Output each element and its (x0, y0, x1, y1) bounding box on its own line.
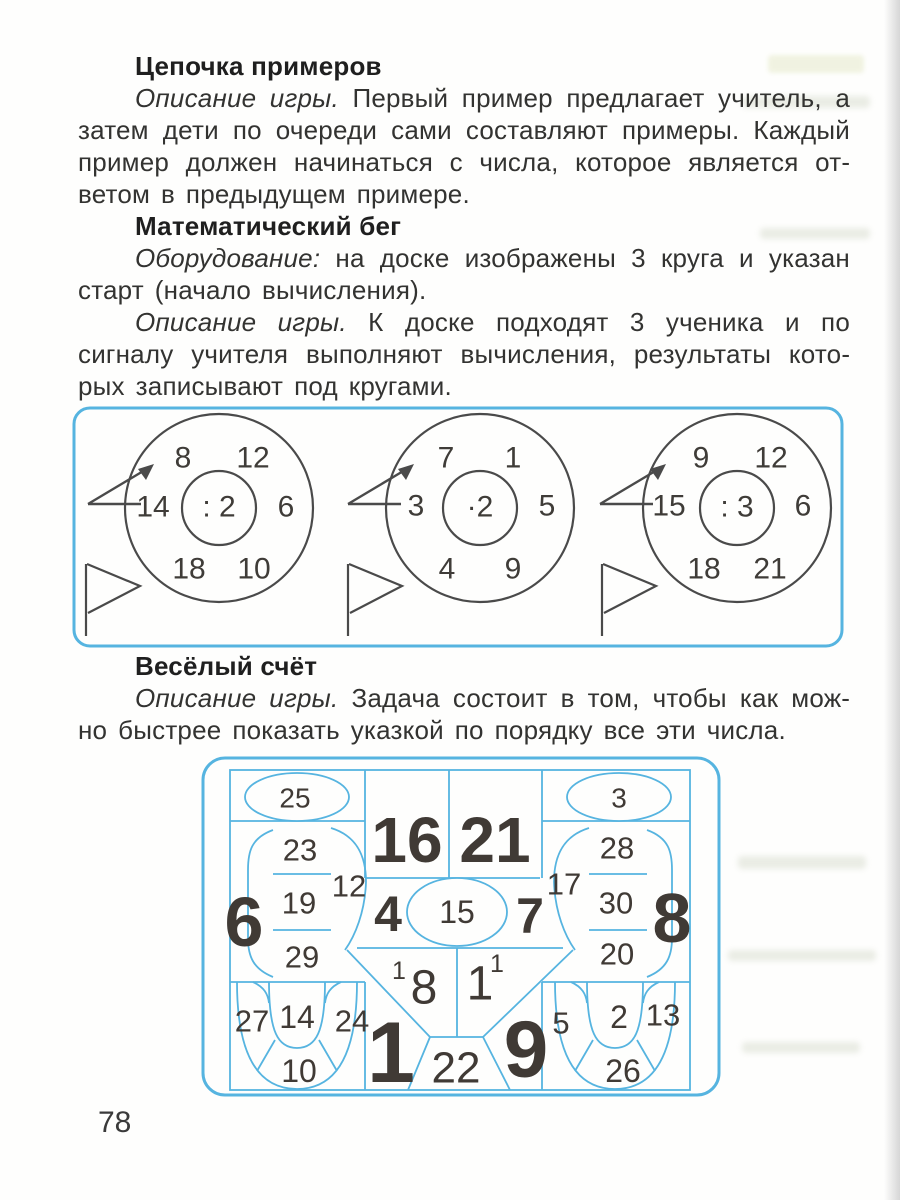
fun-num-col-right: 30 (598, 885, 634, 921)
page-number: 78 (98, 1106, 132, 1139)
fun-count-figure (195, 750, 730, 1110)
fun-description (78, 682, 850, 746)
fun-num-ellipse-left: 25 (279, 782, 311, 814)
fun-num-hsr: 2 (610, 999, 628, 1035)
bleed-through-mark (728, 950, 876, 961)
fun-num-pocket-right: 17 (546, 866, 582, 902)
c3-operation: : 3 (720, 490, 754, 524)
fun-num-col-left: 23 (282, 832, 318, 868)
fun-num-hsl: 14 (279, 999, 315, 1035)
c2-num: 4 (438, 552, 456, 586)
fun-num-11-main: 1 (466, 957, 494, 1011)
fun-num-big-bottom-right: 9 (503, 1004, 549, 1094)
c2-num: 7 (437, 441, 455, 475)
fun-num-trapezoid: 22 (431, 1043, 481, 1093)
c1-num: 12 (236, 441, 270, 475)
c3-num: 15 (652, 489, 686, 523)
c2-num: 3 (407, 489, 425, 523)
fun-num-col-right: 28 (599, 830, 635, 866)
fun-num-mid-right: 7 (516, 888, 544, 944)
heading-math-run: Математический бег (135, 211, 402, 241)
heading-chain-of-examples: Цепочка примеров (135, 51, 382, 81)
fun-num-11-sup: 1 (490, 950, 504, 978)
lower-text-block (78, 650, 850, 746)
c3-num: 9 (692, 441, 710, 475)
circle-numbers (136, 442, 811, 586)
fun-num-ellipse-right: 3 (611, 782, 627, 814)
c2-num: 5 (538, 489, 556, 523)
c3-num: 21 (753, 552, 787, 586)
fun-description-lead: Описание игры. (135, 683, 339, 713)
fun-num-col-right: 20 (599, 936, 635, 972)
fun-num-big-left: 6 (224, 883, 264, 961)
c2-operation: ·2 (466, 490, 494, 524)
chain-description-lead: Описание игры. (135, 83, 339, 113)
fun-num-hsl: 10 (281, 1053, 317, 1089)
c1-num: 14 (136, 490, 170, 524)
fun-num-18-sup: 1 (392, 957, 406, 985)
fun-num-pocket-left: 12 (331, 868, 367, 904)
bleed-through-mark (738, 856, 866, 869)
c3-num: 6 (794, 489, 812, 523)
c2-num: 9 (504, 552, 522, 586)
fun-num-hsl: 24 (334, 1003, 370, 1039)
chain-description-text: Первый пример предлагает учитель, а затем дети по очереди сами составляют примеры. Каждый пример должен начинаться с числа, которое является ответом в предыдущем примере. (78, 83, 850, 209)
c1-num: 8 (174, 441, 192, 475)
fun-num-col-left: 19 (281, 885, 317, 921)
fun-num-hsr: 5 (552, 1005, 570, 1041)
bleed-through-mark (742, 1042, 860, 1053)
c3-num: 18 (687, 552, 721, 586)
c3-num: 12 (754, 441, 788, 475)
circles-figure (72, 406, 845, 648)
run-description-lead: Описание игры. (135, 307, 347, 337)
run-description-text: К доске подходят 3 ученика и по сигналу учителя выполняют вычисления, результаты которых записывают под кругами. (78, 307, 850, 401)
run-description (78, 306, 850, 402)
fun-num-big-right: 8 (652, 879, 692, 957)
fun-num-top-right: 21 (459, 804, 531, 876)
fun-num-18-main: 8 (410, 961, 438, 1015)
fun-num-mid-left: 4 (374, 886, 402, 942)
fun-num-col-left: 29 (284, 939, 320, 975)
fun-num-ellipse-center: 15 (439, 894, 475, 930)
fun-description-text: Задача состоит в том, чтобы как можно быстрее показать указкой по порядку все эти числа. (78, 683, 850, 745)
heading-fun-count: Весёлый счёт (135, 651, 318, 681)
fun-num-hsr: 26 (605, 1053, 641, 1089)
scan-edge-shadow (884, 0, 900, 1200)
c1-num: 6 (277, 490, 295, 524)
fun-num-hsr: 13 (645, 997, 681, 1033)
c1-num: 18 (172, 552, 206, 586)
fun-num-top-left: 16 (371, 804, 443, 876)
c2-num: 1 (504, 441, 522, 475)
run-equipment-text: на доске изображены 3 круга и указан старт (начало вычисления). (78, 243, 850, 305)
run-equipment (78, 242, 850, 306)
upper-text-block (78, 50, 850, 402)
chain-description (78, 82, 850, 210)
c1-operation: : 2 (202, 490, 236, 524)
run-equipment-lead: Оборудование: (135, 243, 321, 273)
fun-num-big-bottom-left: 1 (367, 1005, 415, 1101)
c1-num: 10 (237, 552, 271, 586)
fun-num-hsl: 27 (234, 1003, 270, 1039)
